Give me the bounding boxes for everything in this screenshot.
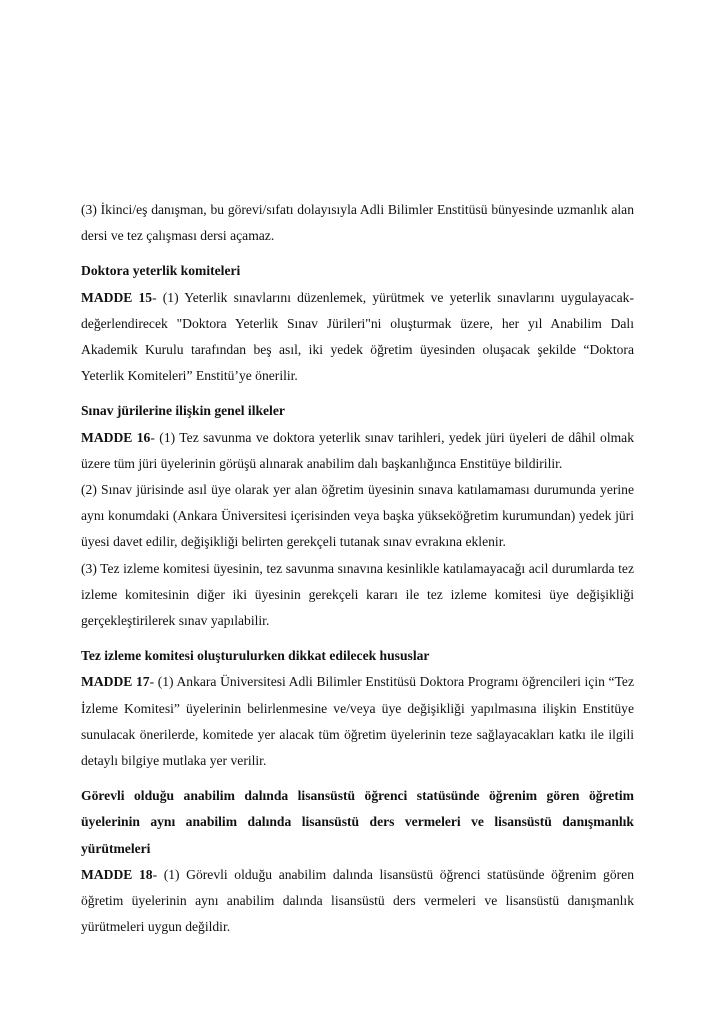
article-18-label: MADDE 18 — [81, 866, 153, 882]
article-17-paragraph — [81, 669, 634, 774]
article-18-text: - (1) Görevli olduğu anabilim dalında lisansüstü öğrenci statüsünde öğrenim gören öğretim üyelerinin aynı anabilim dalında lisansüstü ders vermeleri ve lisansüstü danışmanlık yürütmeleri uygun değildir. — [81, 866, 634, 935]
article-16-paragraph-1 — [81, 425, 634, 477]
article-16-label: MADDE 16 — [81, 429, 151, 445]
section-heading-faculty-graduate-students: Görevli olduğu anabilim dalında lisansüstü öğrenci statüsünde öğrenim gören öğretim üyelerinin aynı anabilim dalında lisansüstü ders vermeleri ve lisansüstü danışmanlık yürütmeleri — [81, 788, 634, 856]
section-heading-exam-jury-principles: Sınav jürilerine ilişkin genel ilkeler — [81, 403, 285, 419]
document-body — [81, 197, 634, 940]
article-17-label: MADDE 17 — [81, 674, 150, 690]
article-17-text: - (1) Ankara Üniversitesi Adli Bilimler Enstitüsü Doktora Programı öğrencileri için “Tez İzleme Komitesi” üyelerinin belirlenmesine ve/veya üye değişikliği yapılmasına ilişkin Enstitüye sunulacak önerilerde, komitede yer alacak tüm öğretim üyelerinin teze sağlayacakları katkı ile ilgili detaylı bilgiye mutlaka yer verilir. — [81, 674, 634, 769]
article-18-paragraph — [81, 862, 634, 941]
paragraph-3-second-advisor: (3) İkinci/eş danışman, bu görevi/sıfatı dolayısıyla Adli Bilimler Enstitüsü bünyesinde uzmanlık alan dersi ve tez çalışması dersi açamaz. — [81, 202, 634, 244]
section-heading-thesis-monitoring-committee: Tez izleme komitesi oluşturulurken dikkat edilecek hususlar — [81, 648, 430, 664]
article-15-paragraph — [81, 285, 634, 390]
article-16-paragraph-2: (2) Sınav jürisinde asıl üye olarak yer alan öğretim üyesinin sınava katılamaması durumunda yerine aynı konumdaki (Ankara Üniversitesi içerisinden veya başka yükseköğretim kurumundan) yedek jüri üyesi davet edilir, değişikliği belirten gerekçeli tutanak sınav evrakına eklenir. — [81, 482, 634, 550]
article-15-text: - (1) Yeterlik sınavlarını düzenlemek, yürütmek ve yeterlik sınavlarını uygulayacak-değerlendirecek "Doktora Yeterlik Sınav Jürileri"ni oluşturmak üzere, her yıl Anabilim Dalı Akademik Kurulu tarafından beş asıl, iki yedek öğretim üyesinden oluşacak şekilde “Doktora Yeterlik Komiteleri” Enstitü’ye önerilir. — [81, 289, 634, 384]
article-16-text: - (1) Tez savunma ve doktora yeterlik sınav tarihleri, yedek jüri üyeleri de dâhil olmak üzere tüm jüri üyelerinin görüşü alınarak anabilim dalı başkanlığınca Enstitüye bildirilir. — [81, 429, 634, 471]
article-16-paragraph-3: (3) Tez izleme komitesi üyesinin, tez savunma sınavına kesinlikle katılamayacağı acil durumlarda tez izleme komitesinin diğer iki üyesinin gerekçeli kararı ile tez izleme komitesi üye değişikliği gerçekleştirilerek sınav yapılabilir. — [81, 560, 634, 629]
section-heading-doctoral-qualification-committees: Doktora yeterlik komiteleri — [81, 263, 241, 279]
article-15-label: MADDE 15 — [81, 289, 153, 305]
